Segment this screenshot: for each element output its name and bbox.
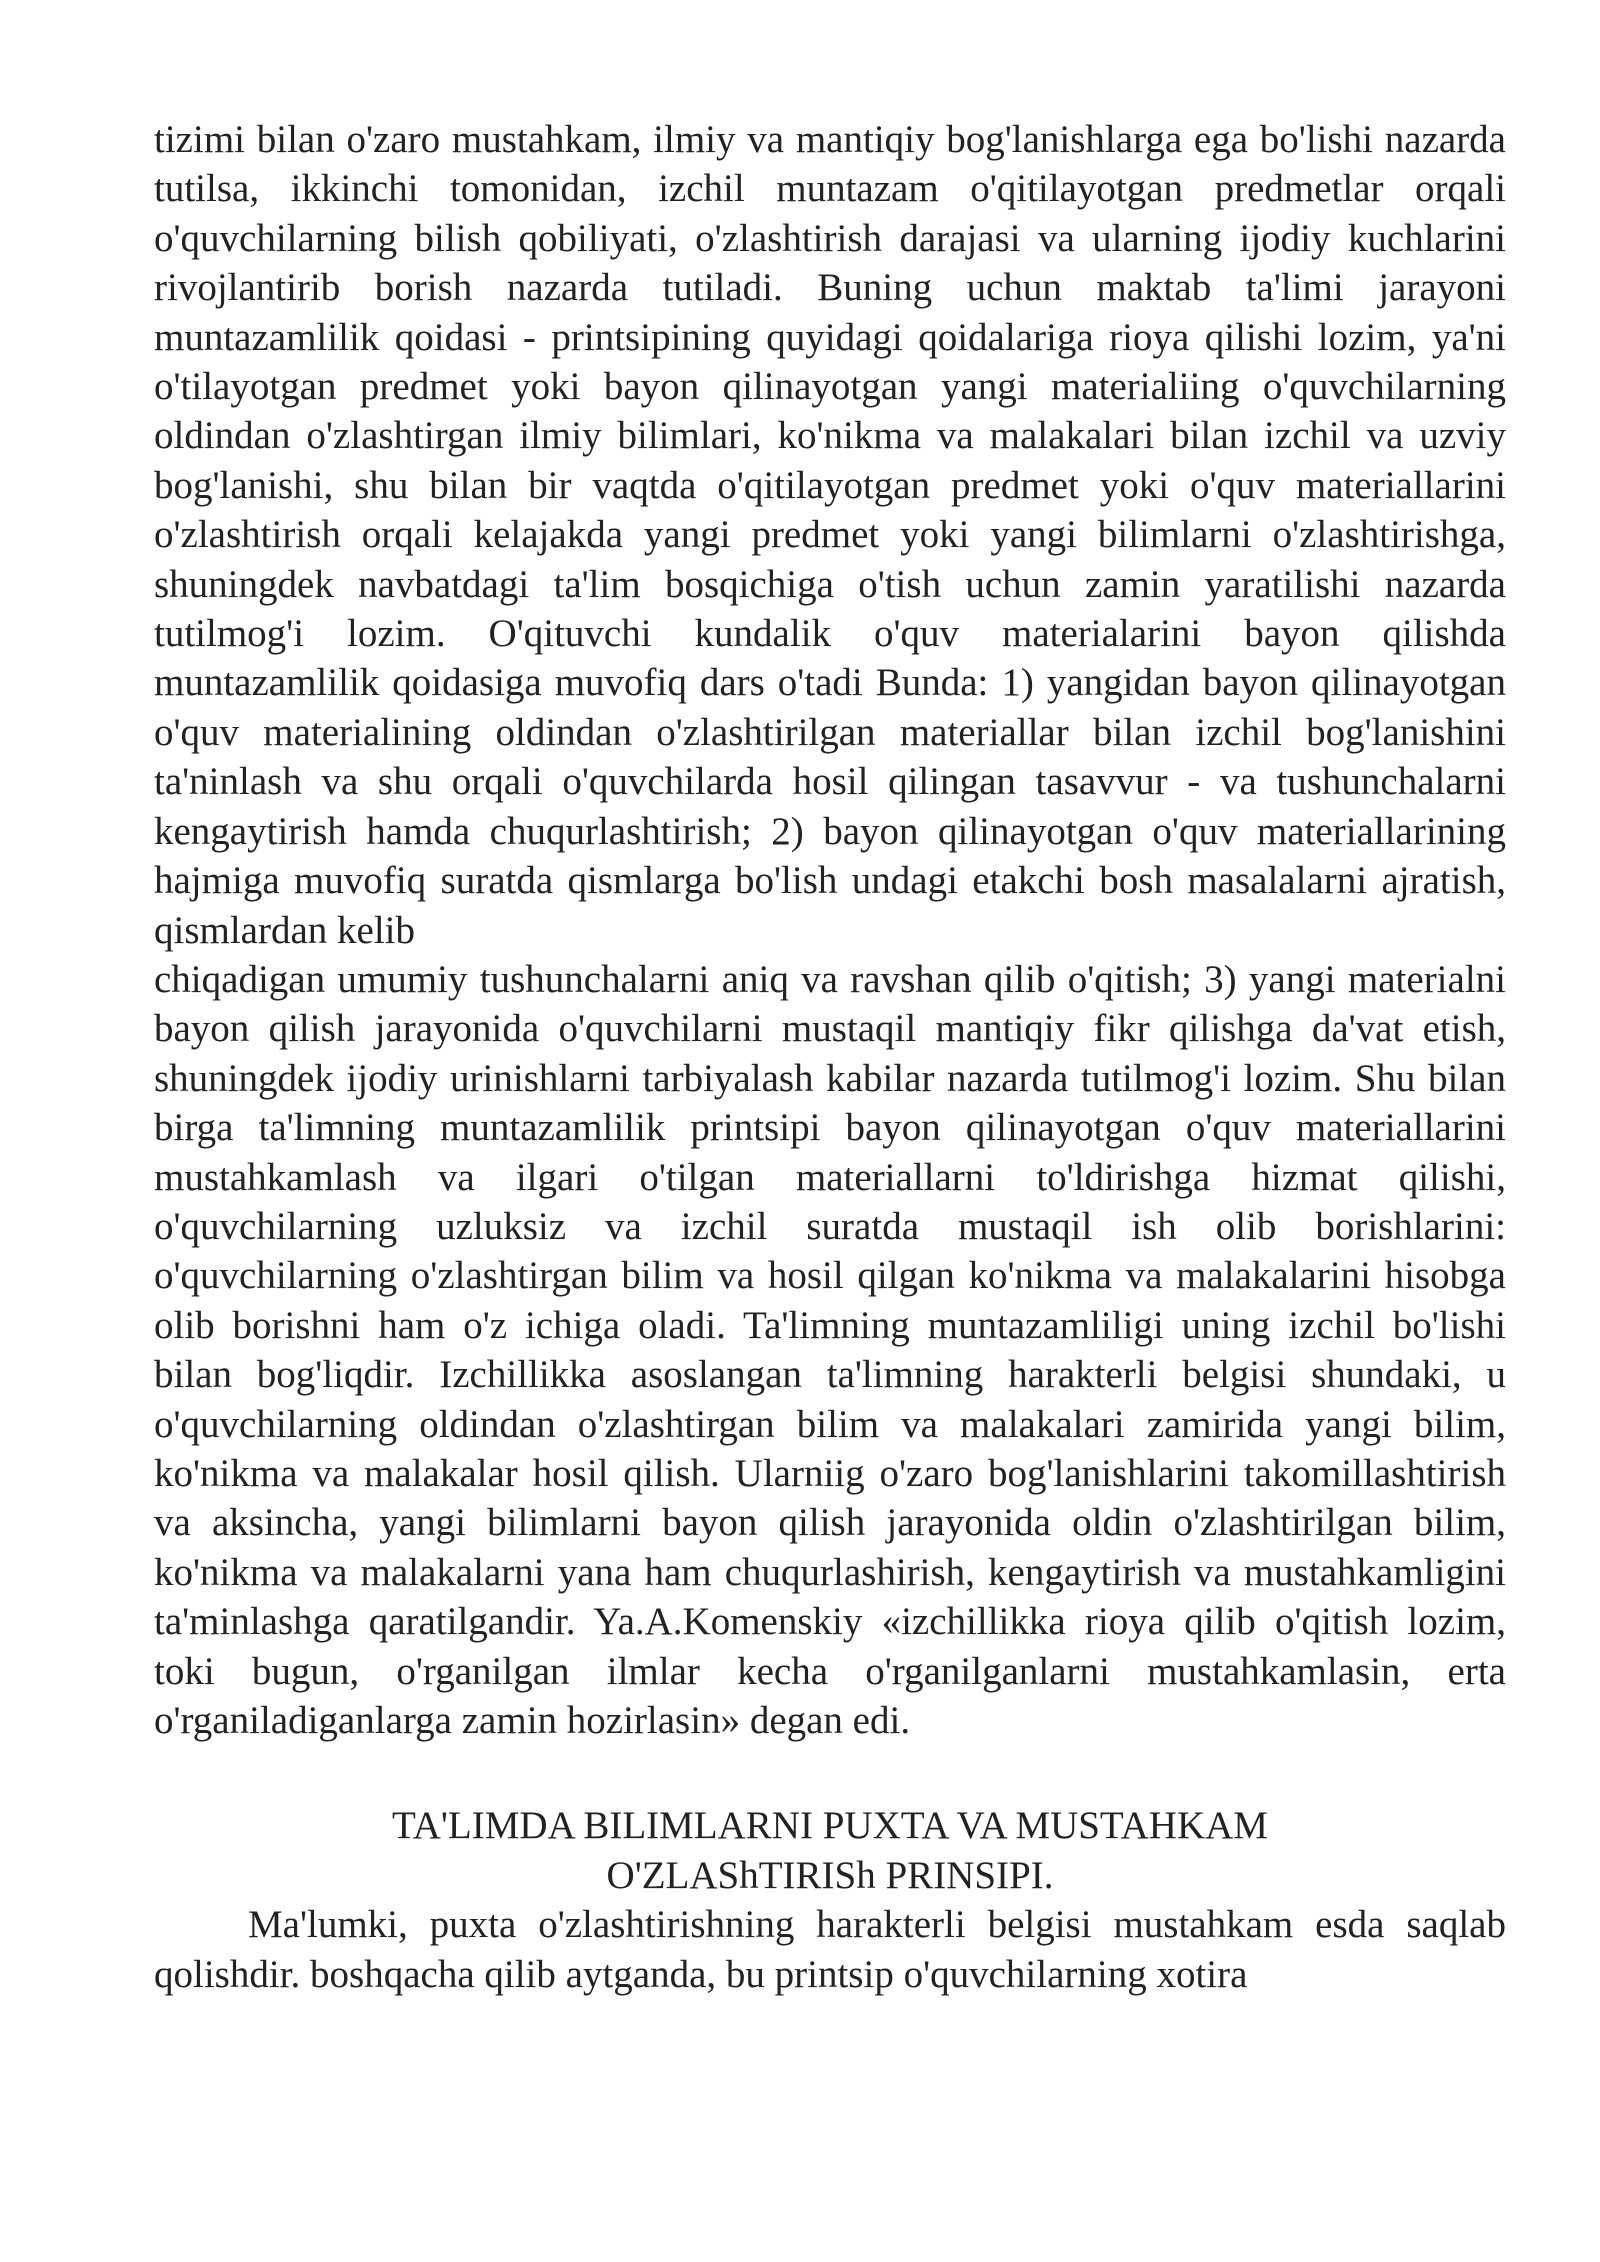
section-heading-line1: TA'LIMDA BILIMLARNI PUXTA VA MUSTAHKAM bbox=[392, 1804, 1268, 1848]
paragraph-muntazamlilik-part1: tizimi bilan o'zaro mustahkam, ilmiy va mantiqiy bog'lanishlarga ega bo'lishi nazarda tutilsa, ikkinchi tomonidan, izchil muntazam o'qitilayotgan predmetlar orqali o'quvchilarning bilish qobiliyati, o'zlashtirish darajasi va ularning ijodiy kuchlarini rivojlantirib borish nazarda tutiladi. Buning uchun maktab ta'limi jarayoni muntazamlilik qoidasi - printsipining quyidagi qoidalariga rioya qilishi lozim, ya'ni o'tilayotgan predmet yoki bayon qilinayotgan yangi materialiing o'quvchilarning oldindan o'zlashtirgan ilmiy bilimlari, ko'nikma va malakalari bilan izchil va uzviy bog'lanishi, shu bilan bir vaqtda o'qitilayotgan predmet yoki o'quv materiallarini o'zlashtirish orqali kelajakda yangi predmet yoki yangi bilimlarni o'zlashtirishga, shuningdek navbatdagi ta'lim bosqichiga o'tish uchun zamin yaratilishi nazarda tutilmog'i lozim. O'qituvchi kundalik o'quv materialarini bayon qilishda muntazamlilik qoidasiga muvofiq dars o'tadi Bunda: 1) yangidan bayon qilinayotgan o'quv materialining oldindan o'zlashtirilgan materiallar bilan izchil bog'lanishini ta'ninlash va shu orqali o'quvchilarda hosil qilingan tasavvur - va tushunchalarni kengaytirish hamda chuqurlashtirish; 2) bayon qilinayotgan o'quv materiallarining hajmiga muvofiq suratda qismlarga bo'lish undagi etakchi bosh masalalarni ajratish, qismlardan kelib bbox=[154, 118, 1506, 952]
section-heading bbox=[154, 1801, 1506, 1900]
paragraph-muntazamlilik-part2: chiqadigan umumiy tushunchalarni aniq va ravshan qilib o'qitish; 3) yangi materialni bayon qilish jarayonida o'quvchilarni mustaqil mantiqiy fikr qilishga da'vat etish, shuningdek ijodiy urinishlarni tarbiyalash kabilar nazarda tutilmog'i lozim. Shu bilan birga ta'limning muntazamlilik printsipi bayon qilinayotgan o'quv materiallarini mustahkamlash va ilgari o'tilgan materiallarni to'ldirishga hizmat qilishi, o'quvchilarning uzluksiz va izchil suratda mustaqil ish olib borishlarini: o'quvchilarning o'zlashtirgan bilim va hosil qilgan ko'nikma va malakalarini hisobga olib borishni ham o'z ichiga oladi. Ta'limning muntazamliligi uning izchil bo'lishi bilan bog'liqdir. Izchillikka asoslangan ta'limning harakterli belgisi shundaki, u o'quvchilarning oldindan o'zlashtirgan bilim va malakalari zamirida yangi bilim, ko'nikma va malakalar hosil qilish. Ularniig o'zaro bog'lanishlarini takomillashtirish va aksincha, yangi bilimlarni bayon qilish jarayonida oldin o'zlashtirilgan bilim, ko'nikma va malakalarni yana ham chuqurlashirish, kengaytirish va mustahkamligini ta'minlashga qaratilgandir. Ya.A.Komenskiy «izchillikka rioya qilib o'qitish lozim, toki bugun, o'rganilgan ilmlar kecha o'rganilganlarni mustahkamlasin, erta o'rganiladiganlarga zamin hozirlasin» degan edi. bbox=[154, 957, 1506, 1742]
paragraph-puxta-intro: Ma'lumki, puxta o'zlashtirishning harakterli belgisi mustahkam esda saqlab qolishdir. boshqacha qilib aytganda, bu printsip o'quvchilarning xotira bbox=[154, 1903, 1506, 1996]
document-page bbox=[154, 115, 1506, 1999]
section-heading-line2: O'ZLAShTIRISh PRINSIPI. bbox=[606, 1853, 1054, 1897]
